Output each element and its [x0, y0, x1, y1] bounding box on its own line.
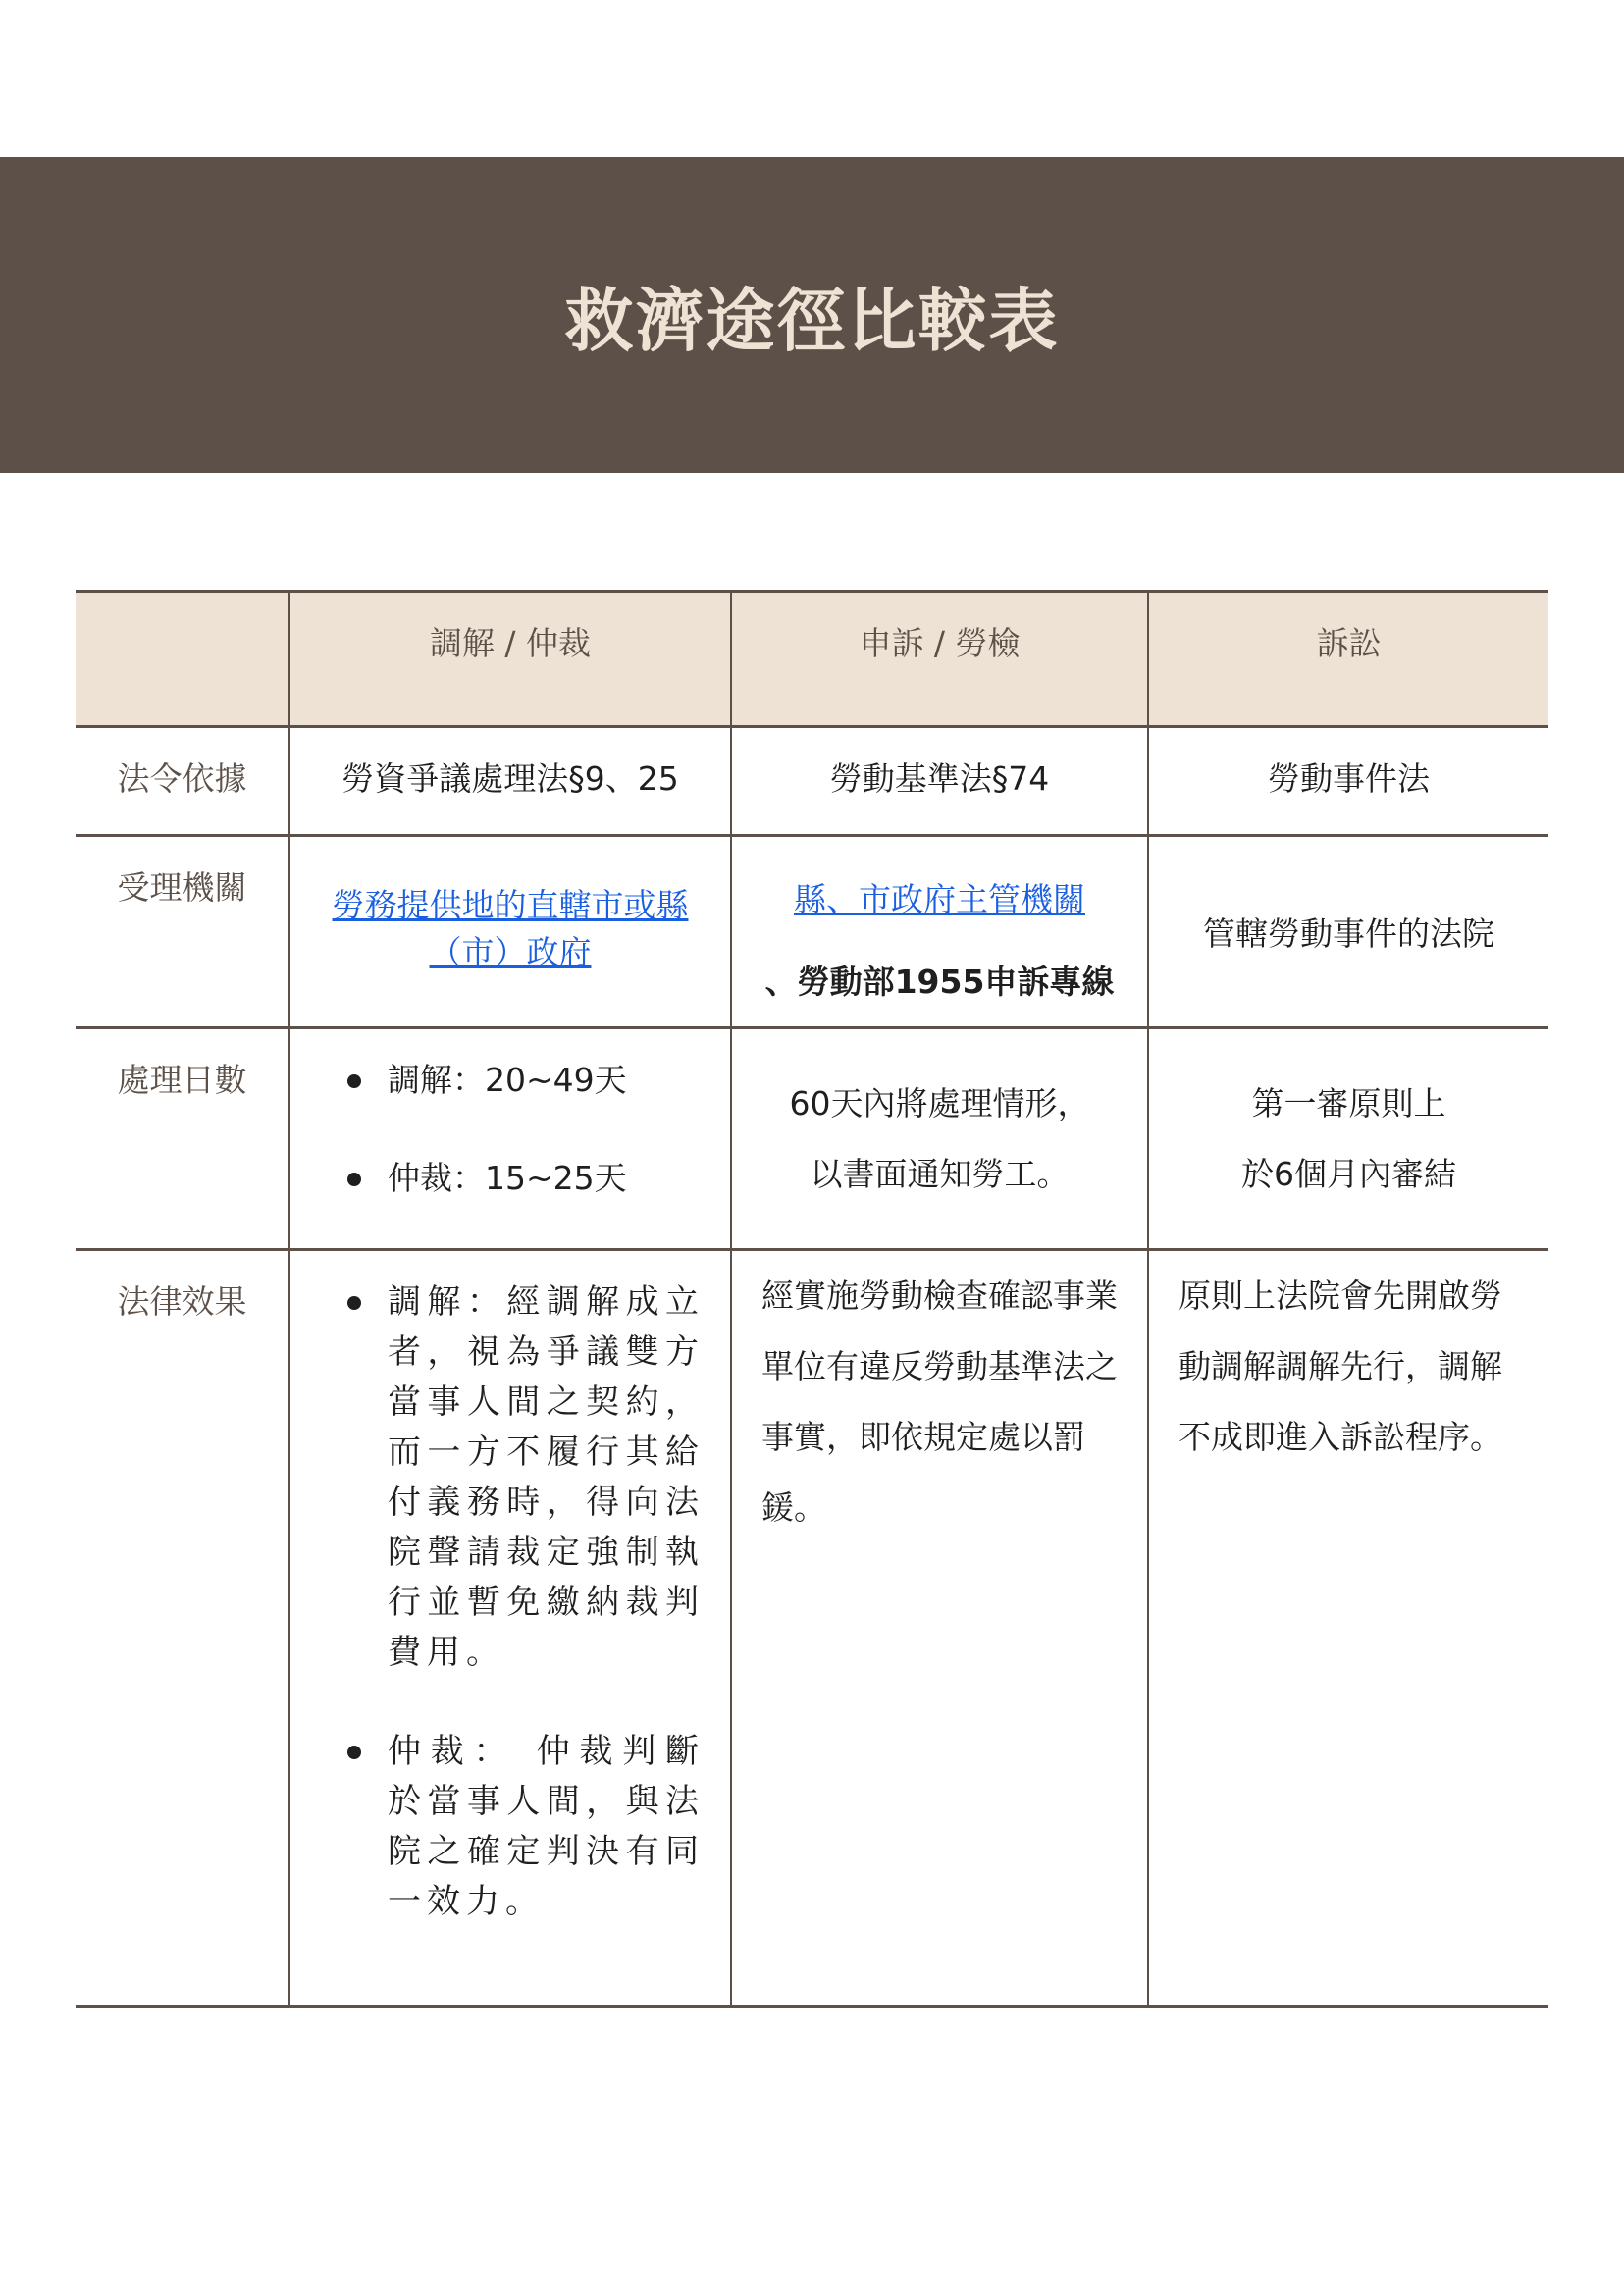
header-complaint: 申訴 / 勞檢 — [731, 592, 1148, 727]
days-mediation-list — [291, 1051, 729, 1247]
row-label-law: 法令依據 — [76, 727, 289, 836]
title-banner — [0, 157, 1624, 473]
days-litigation — [1148, 1028, 1548, 1250]
days-complaint-line: 60天內將處理情形， — [789, 1084, 1090, 1122]
days-mediation — [289, 1028, 731, 1250]
days-complaint-line: 以書面通知勞工。 — [810, 1155, 1070, 1193]
list-item: 仲裁： 仲裁判斷於當事人間，與法院之確定判決有同一效力。 — [291, 1727, 729, 1927]
effect-mediation — [289, 1250, 731, 2007]
row-label-days: 處理日數 — [76, 1028, 289, 1250]
agency-complaint — [731, 836, 1148, 1028]
table-row-effect — [76, 1250, 1548, 2007]
effect-complaint: 經實施勞動檢查確認事業單位有違反勞動基準法之事實，即依規定處以罰鍰。 — [731, 1250, 1148, 2007]
days-litigation-line: 於6個月內審結 — [1241, 1155, 1456, 1193]
agency-mediation — [289, 836, 731, 1028]
table-row-law — [76, 727, 1548, 836]
law-litigation: 勞動事件法 — [1148, 727, 1548, 836]
page-title: 救濟途徑比較表 — [564, 280, 1060, 361]
agency-complaint-link[interactable]: 縣、市政府主管機關 — [794, 880, 1085, 918]
days-complaint — [731, 1028, 1148, 1250]
list-item: 調解：20~49天 — [291, 1051, 729, 1149]
effect-litigation: 原則上法院會先開啟勞動調解調解先行，調解不成即進入訴訟程序。 — [1148, 1250, 1548, 2007]
header-mediation: 調解 / 仲裁 — [289, 592, 731, 727]
table-row-agency — [76, 836, 1548, 1028]
list-item: 調解：經調解成立者，視為爭議雙方當事人間之契約，而一方不履行其給付義務時，得向法院聲請裁定強制執行並暫免繳納裁判費用。 — [291, 1278, 729, 1678]
table-header-row — [76, 592, 1548, 727]
row-label-effect: 法律效果 — [76, 1250, 289, 2007]
agency-litigation: 管轄勞動事件的法院 — [1148, 836, 1548, 1028]
list-item: 仲裁：15~25天 — [291, 1149, 729, 1247]
law-mediation: 勞資爭議處理法§9、25 — [289, 727, 731, 836]
row-label-agency: 受理機關 — [76, 836, 289, 1028]
comparison-table — [76, 590, 1548, 2008]
header-empty — [76, 592, 289, 727]
agency-complaint-hotline: 、勞動部1955申訴專線 — [764, 963, 1115, 1001]
days-litigation-line: 第一審原則上 — [1251, 1084, 1446, 1122]
table-row-days — [76, 1028, 1548, 1250]
law-complaint: 勞動基準法§74 — [731, 727, 1148, 836]
effect-mediation-list — [291, 1278, 729, 1927]
header-litigation: 訴訟 — [1148, 592, 1548, 727]
agency-mediation-link[interactable]: 勞務提供地的直轄市或縣（市）政府 — [332, 886, 689, 971]
